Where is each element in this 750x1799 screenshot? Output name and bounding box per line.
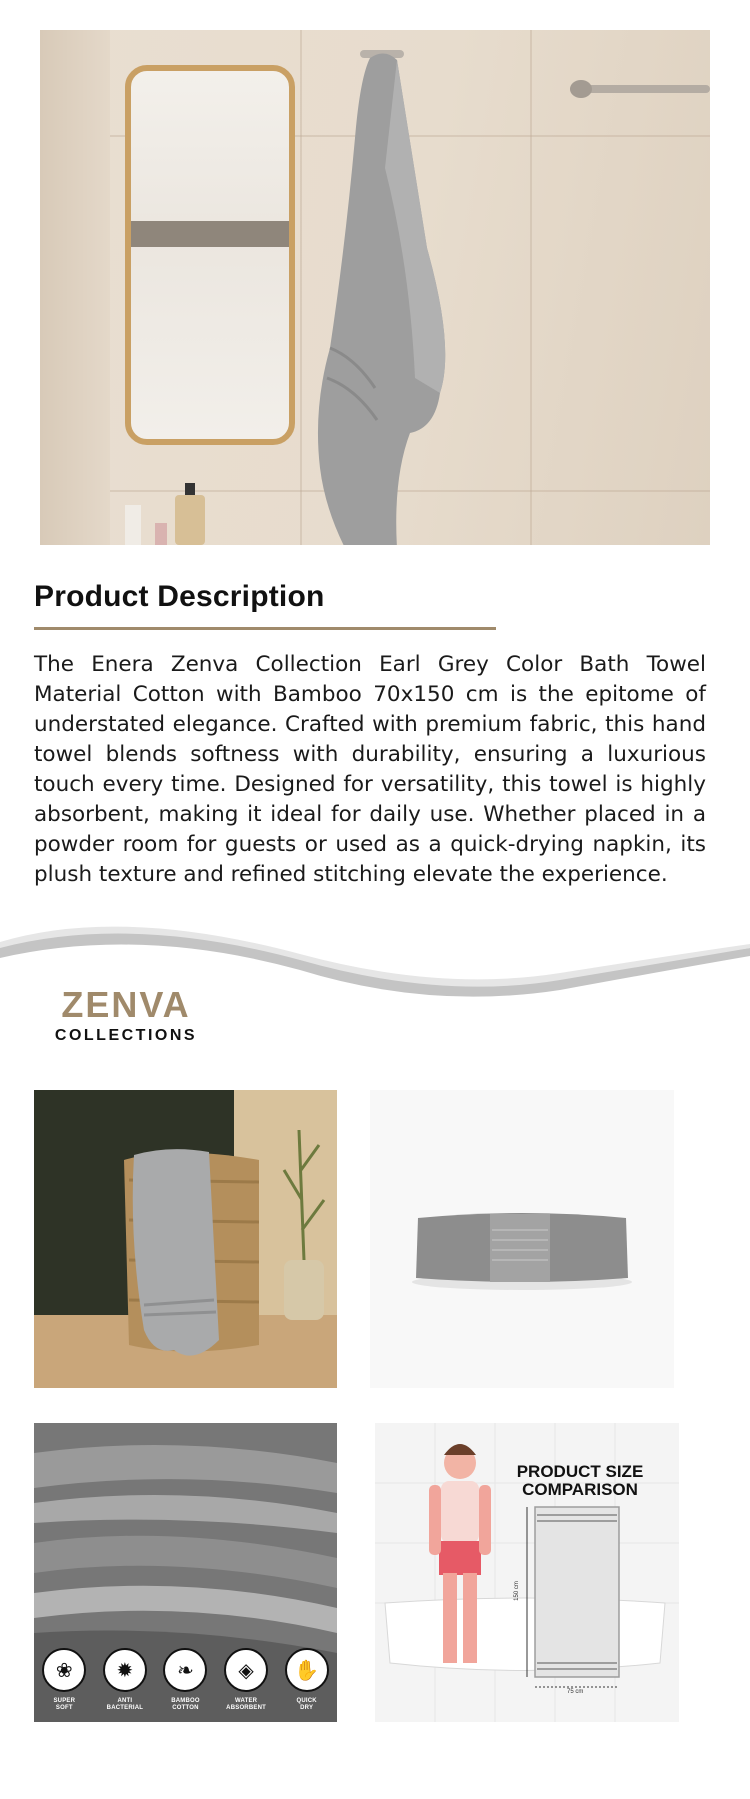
hanging-towel: [315, 48, 465, 545]
gallery-image-size-comparison[interactable]: [375, 1423, 679, 1722]
brand-logo: [46, 985, 206, 1045]
gallery-image-folded-towel[interactable]: [370, 1090, 674, 1388]
product-description-text: The Enera Zenva Collection Earl Grey Color Bath Towel Material Cotton with Bamboo 70x150 cm is the epitome of understated elegance. Crafted with premium fabric, this hand towel blends softness with durability, ensuring a luxurious touch every time. Designed for versatility, this towel is highly absorbent, making it ideal for daily use. Whether placed in a powder room for guests or used as a quick-drying napkin, its plush texture and refined stitching elevate the experience.: [34, 652, 706, 887]
heading-underline: [34, 627, 496, 630]
brand-name: ZENVA: [61, 984, 191, 1025]
virus-icon: ✹: [103, 1648, 147, 1692]
feature-quick-dry: ✋ QUICK DRY: [281, 1648, 333, 1712]
hand-icon: ✋: [285, 1648, 329, 1692]
wall-shadow: [40, 30, 110, 545]
feather-icon: ❀: [42, 1648, 86, 1692]
feature-super-soft: ❀ SUPER SOFT: [38, 1648, 90, 1712]
hero-image: [40, 30, 710, 545]
towel-width-label: 75 cm: [567, 1689, 584, 1695]
gallery-image-towel-on-basket[interactable]: [34, 1090, 337, 1388]
feature-water-absorbent: ◈ WATER ABSORBENT: [220, 1648, 272, 1712]
bamboo-icon: ❧: [163, 1648, 207, 1692]
size-comparison-title: PRODUCT SIZE COMPARISON: [516, 1462, 644, 1499]
feature-bamboo-cotton: ❧ BAMBOO COTTON: [159, 1648, 211, 1712]
gallery-image-towel-texture[interactable]: [34, 1423, 337, 1722]
tile-grout: [300, 30, 302, 545]
brand-subtitle: COLLECTIONS: [54, 1027, 198, 1044]
towel-height-label: 150 cm: [513, 1581, 520, 1601]
feature-icons-row: [34, 1648, 337, 1712]
wall-mirror: [125, 65, 295, 445]
product-description-heading: Product Description: [34, 580, 325, 613]
toiletries: [115, 475, 225, 545]
feature-anti-bacterial: ✹ ANTI BACTERIAL: [99, 1648, 151, 1712]
rail-mount: [570, 80, 592, 98]
tile-grout: [530, 30, 532, 545]
water-drop-icon: ◈: [224, 1648, 268, 1692]
